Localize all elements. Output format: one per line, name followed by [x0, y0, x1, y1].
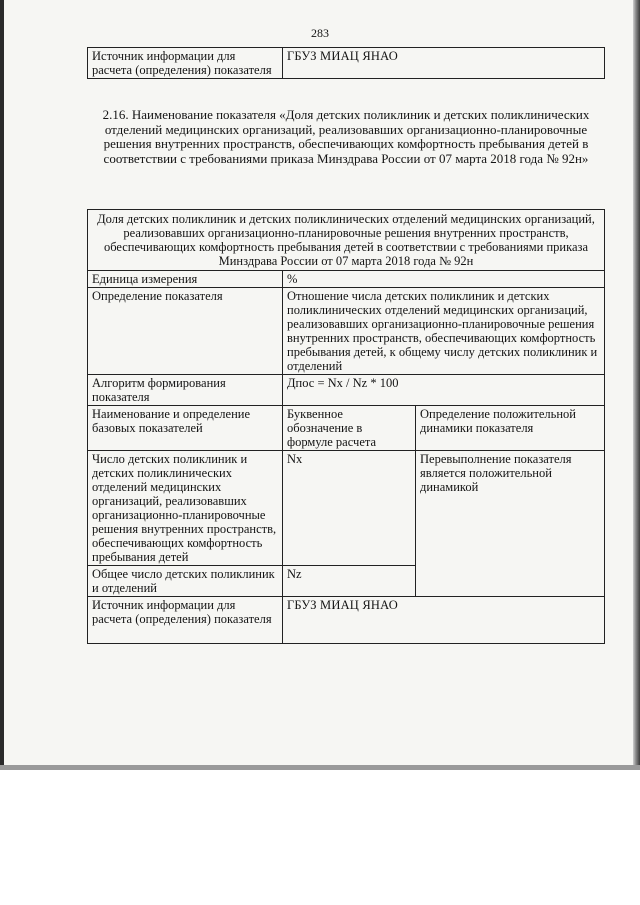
- source-table-top: [87, 47, 605, 79]
- table-row: [88, 288, 605, 375]
- dynamics-header: Определение положительной динамики показателя: [416, 406, 605, 451]
- table-row: [88, 406, 605, 451]
- source-label: Источник информации для расчета (определения) показателя: [88, 597, 283, 644]
- definition-label: Определение показателя: [88, 288, 283, 375]
- base-indicators-header: Наименование и определение базовых показателей: [88, 406, 283, 451]
- scan-edge-bottom: [0, 765, 640, 770]
- source-value: ГБУЗ МИАЦ ЯНАО: [283, 48, 605, 79]
- table-row: [88, 451, 605, 566]
- symbol-header: Буквенное обозначение в формуле расчета: [283, 406, 416, 451]
- table-row: [88, 375, 605, 406]
- base-indicator-2-symbol: Nz: [283, 566, 416, 597]
- table-row: [88, 48, 605, 79]
- dynamics-value: Перевыполнение показателя является положительной динамикой: [416, 451, 605, 597]
- algorithm-label: Алгоритм формирования показателя: [88, 375, 283, 406]
- unit-value: %: [283, 271, 605, 288]
- table-row: [88, 597, 605, 644]
- table-row: [88, 210, 605, 271]
- base-indicator-2-name: Общее число детских поликлиник и отделений: [88, 566, 283, 597]
- base-indicator-1-name: Число детских поликлиник и детских поликлинических отделений медицинских организаций, реализовавших организационно-планировочные решения внутренних пространств, обеспечивающих комфортность пребывания детей: [88, 451, 283, 566]
- algorithm-value: Дпос = Nx / Nz * 100: [283, 375, 605, 406]
- section-heading: 2.16. Наименование показателя «Доля детских поликлиник и детских поликлинических отделений медицинских организаций, реализовавших организационно-планировочные решения внутренних пространств, обеспечивающих комфортность пребывания детей в соответствии с требованиями приказа Минздрава России от 07 марта 2018 года № 92н»: [102, 107, 590, 166]
- indicator-title: Доля детских поликлиник и детских поликлинических отделений медицинских организаций, реализовавших организационно-планировочные решения внутренних пространств, обеспечивающих комфортность пребывания детей в соответствии с требованиями приказа Минздрава России от 07 марта 2018 года № 92н: [88, 210, 605, 271]
- source-value: ГБУЗ МИАЦ ЯНАО: [283, 597, 605, 644]
- scan-edge-right: [633, 0, 640, 770]
- table-row: [88, 271, 605, 288]
- source-label: Источник информации для расчета (определения) показателя: [88, 48, 283, 79]
- scan-edge-left: [0, 0, 4, 770]
- page-number: 283: [311, 26, 329, 40]
- base-indicator-1-symbol: Nx: [283, 451, 416, 566]
- definition-value: Отношение числа детских поликлиник и детских поликлинических отделений медицинских организаций, реализовавших организационно-планировочные решения внутренних пространств, обеспечивающих комфортность пребывания детей, к общему числу детских поликлиник и отделений: [283, 288, 605, 375]
- indicator-table: [87, 209, 605, 644]
- unit-label: Единица измерения: [88, 271, 283, 288]
